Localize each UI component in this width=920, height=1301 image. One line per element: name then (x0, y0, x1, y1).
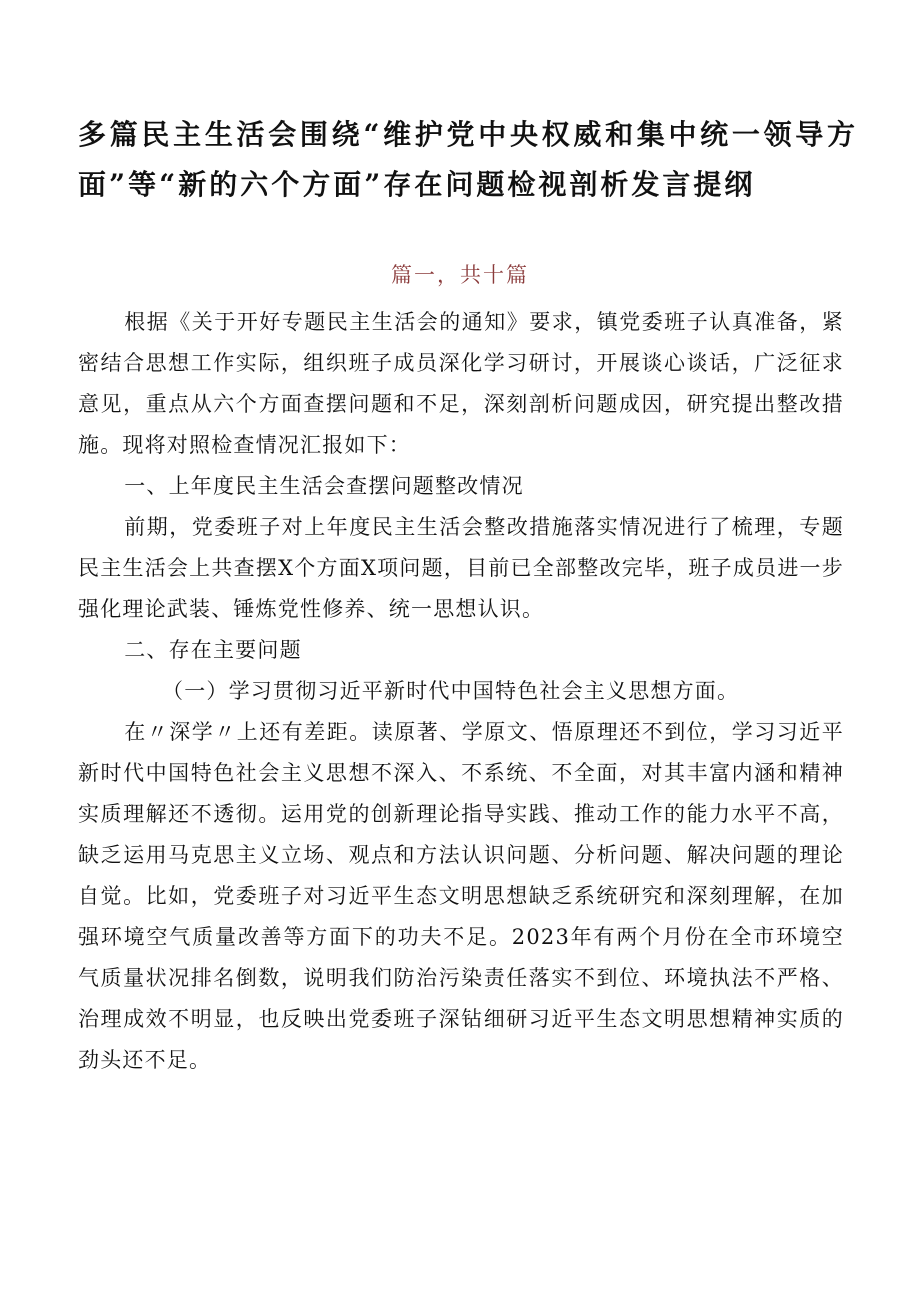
document-title: 多篇民主生活会围绕“维护党中央权威和集中统一领导方面”等“新的六个方面”存在问题检视剖析发言提纲 (78, 118, 858, 201)
subsection-heading-1: （一）学习贯彻习近平新时代中国特色社会主义思想方面。 (162, 679, 740, 703)
paragraph-study: 在〃深学〃上还有差距。读原著、学原文、悟原理还不到位，学习习近平新时代中国特色社会主义思想不深入、不系统、不全面，对其丰富内涵和精神实质理解还不透彻。运用党的创新理论指导实践、推动工作的能力水平不高，缺乏运用马克思主义立场、观点和方法认识问题、分析问题、解决问题的理论自觉。比如，党委班子对习近平生态文明思想缺乏系统研究和深刻理解，在加强环境空气质量改善等方面下的功夫不足。2023年有两个月份在全市环境空气质量状况排名倒数，说明我们防治污染责任落实不到位、环境执法不严格、治理成效不明显，也反映出党委班子深钻细研习近平生态文明思想精神实质的劲头还不足。 (78, 720, 844, 1072)
document-body (78, 302, 844, 1081)
document-subtitle: 篇一，共十篇 (391, 263, 529, 287)
section-heading-2: 二、存在主要问题 (124, 638, 302, 662)
section-heading-1: 一、上年度民主生活会查摆问题整改情况 (124, 474, 524, 498)
paragraph-rectification: 前期，党委班子对上年度民主生活会整改措施落实情况进行了梳理，专题民主生活会上共查摆X个方面X项问题，目前已全部整改完毕，班子成员进一步强化理论武装、锤炼党性修养、统一思想认识。 (78, 515, 844, 621)
paragraph-intro: 根据《关于开好专题民主生活会的通知》要求，镇党委班子认真准备，紧密结合思想工作实际，组织班子成员深化学习研讨，开展谈心谈话，广泛征求意见，重点从六个方面查摆问题和不足，深刻剖析问题成因，研究提出整改措施。现将对照检查情况汇报如下： (78, 310, 844, 457)
